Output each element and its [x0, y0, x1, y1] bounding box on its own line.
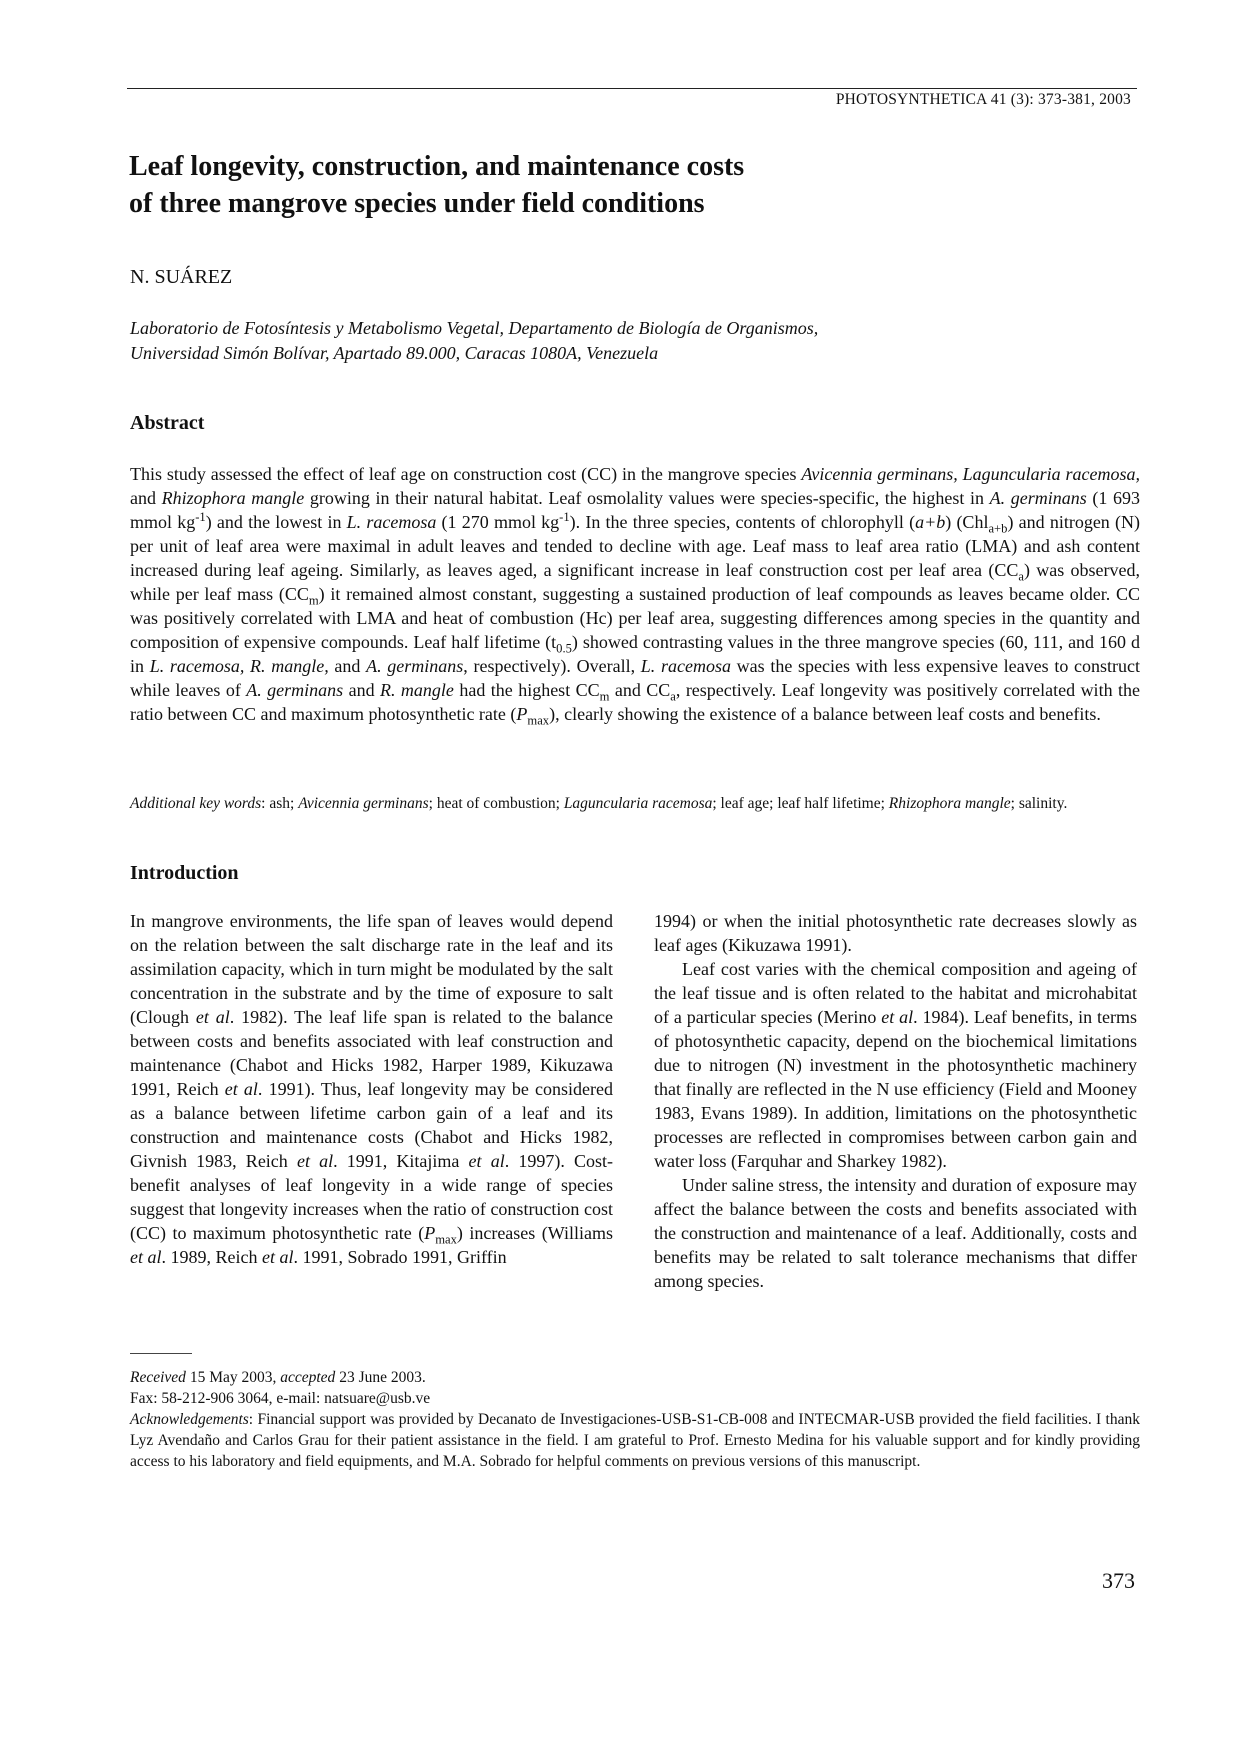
affiliation-line-1: Laboratorio de Fotosíntesis y Metabolismo Vegetal, Departamento de Biología de Organismos,: [130, 318, 819, 338]
abstract-heading: Abstract: [130, 412, 205, 434]
title-line-2: of three mangrove species under field conditions: [129, 188, 705, 219]
acknowledgements: Acknowledgements: Financial support was provided by Decanato de Investigaciones-USB-S1-CB-008 and INTECMAR-USB provided the field facilities. I thank Lyz Avendaño and Carlos Grau for their patient assistance in the field. I am grateful to Prof. Ernesto Medina for his valuable support and for kindly providing access to his laboratory and field equipments, and M.A. Sobrado for helpful comments on previous versions of this manuscript.: [130, 1411, 1140, 1470]
received-accepted-dates: Received 15 May 2003, accepted 23 June 2003.: [130, 1369, 426, 1386]
footnotes: [130, 1367, 1140, 1472]
intro-paragraph-3: Under saline stress, the intensity and duration of exposure may affect the balance between the costs and benefits associated with the construction and maintenance of a leaf. Additionally, costs and benefits may be related to salt tolerance mechanisms that differ among species.: [654, 1175, 1137, 1291]
title-line-1: Leaf longevity, construction, and maintenance costs: [129, 151, 745, 182]
page-number: 373: [1102, 1568, 1135, 1593]
intro-paragraph-1-continued: 1994) or when the initial photosynthetic rate decreases slowly as leaf ages (Kikuzawa 1991).: [654, 911, 1137, 955]
footnote-rule: [130, 1353, 192, 1354]
intro-paragraph-2: Leaf cost varies with the chemical composition and ageing of the leaf tissue and is often related to the habitat and microhabitat of a particular species (Merino et al. 1984). Leaf benefits, in terms of photosynthetic capacity, depend on the biochemical limitations due to nitrogen (N) investment in the photosynthetic machinery that finally are reflected in the N use efficiency (Field and Mooney 1983, Evans 1989). In addition, limitations on the photosynthetic processes are reflected in compromises between carbon gain and water loss (Farquhar and Sharkey 1982).: [654, 959, 1137, 1171]
contact-info: Fax: 58-212-906 3064, e-mail: natsuare@usb.ve: [130, 1390, 431, 1407]
author-name: N. SUÁREZ: [130, 266, 233, 288]
article-title: [129, 148, 1029, 222]
author-affiliation: [130, 316, 1080, 366]
intro-paragraph-1: In mangrove environments, the life span of leaves would depend on the relation between the salt discharge rate in the leaf and its assimilation capacity, which in turn might be modulated by the salt concentration in the substrate and by the time of exposure to salt (Clough et al. 1982). The leaf life span is related to the balance between costs and benefits associated with leaf construction and maintenance (Chabot and Hicks 1982, Harper 1989, Kikuzawa 1991, Reich et al. 1991). Thus, leaf longevity may be considered as a balance between lifetime carbon gain of a leaf and its construction and maintenance costs (Chabot and Hicks 1982, Givnish 1983, Reich et al. 1991, Kitajima et al. 1997). Cost-benefit analyses of leaf longevity in a wide range of species suggest that longevity increases when the ratio of construction cost (CC) to maximum photosynthetic rate $(P_{max})$ increases (Williams et al. 1989, Reich et al. 1991, Sobrado 1991, Griffin: [130, 911, 614, 1267]
introduction-left-column: [130, 909, 613, 1269]
introduction-heading: Introduction: [130, 862, 239, 884]
journal-reference: PHOTOSYNTHETICA 41 (3): 373-381, 2003: [835, 91, 1131, 108]
additional-key-words: Additional key words: ash; Avicennia germinans; heat of combustion; Laguncularia racemosa; leaf age; leaf half lifetime; Rhizophora mangle; salinity.: [130, 795, 1068, 812]
header-rule: [127, 88, 1137, 89]
introduction-right-column: [654, 909, 1137, 1293]
abstract-text: This study assessed the effect of leaf age on construction cost (CC) in the mangrove species Avicennia germinans, Laguncularia racemosa, and Rhizophora mangle growing in their natural habitat. Leaf osmolality values were species-specific, the highest in A. germinans (1 693 mmol $kg^{-1}$) and the lowest in L. racemosa (1 270 mmol $kg^{-1}$). In the three species, contents of chlorophyll (a+b) (Chl$_{a+b}$) and nitrogen (N) per unit of leaf area were maximal in adult leaves and tended to decline with age. Leaf mass to leaf area ratio (LMA) and ash content increased during leaf ageing. Similarly, as leaves aged, a significant increase in leaf construction cost per leaf area $(CC_a)$ was observed, while per leaf mass $(CC_m)$ it remained almost constant, suggesting a sustained production of leaf compounds as leaves became older. CC was positively correlated with LMA and heat of combustion (Hc) per leaf area, suggesting differences among species in the quantity and composition of expensive compounds. Leaf half lifetime $(t_{0.5})$ showed contrasting values in the three mangrove species (60, 111, and 160 d in L. racemosa, R. mangle, and A. germinans, respectively). Overall, L. racemosa was the species with less expensive leaves to construct while leaves of A. germinans and R. mangle had the highest $CC_m$ and $CC_a$, respectively. Leaf longevity was positively correlated with the ratio between CC and maximum photosynthetic rate $(P_{max})$, clearly showing the existence of a balance between leaf costs and benefits.: [130, 464, 1141, 728]
affiliation-line-2: Universidad Simón Bolívar, Apartado 89.000, Caracas 1080A, Venezuela: [130, 343, 659, 363]
